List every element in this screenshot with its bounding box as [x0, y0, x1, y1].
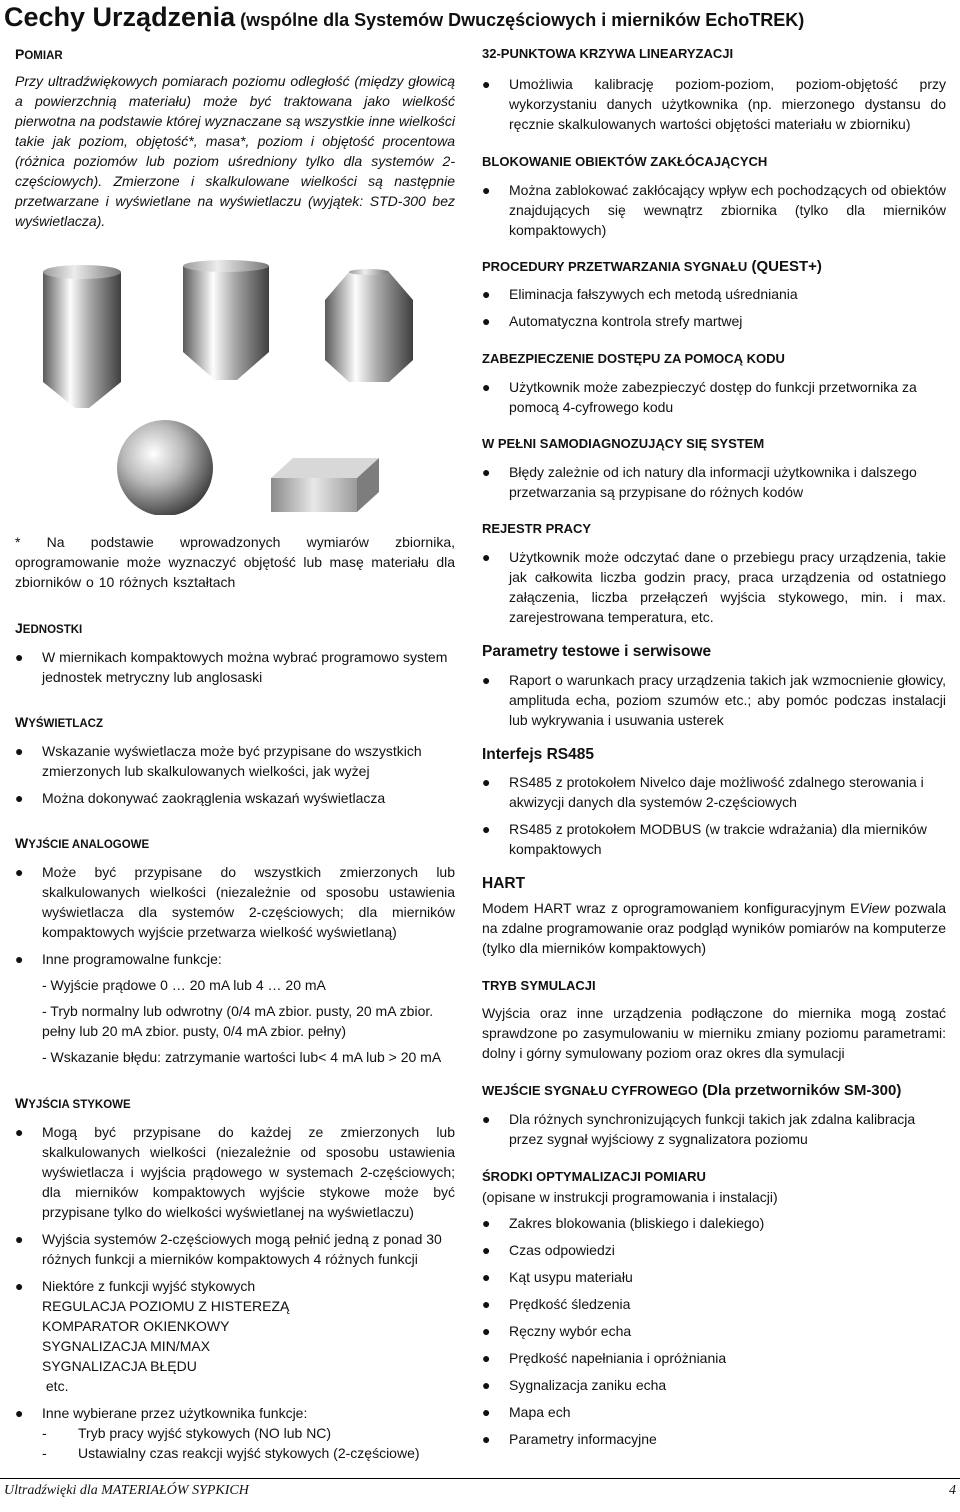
box-tank-shape	[271, 458, 379, 512]
srodki-subtitle: (opisane w instrukcji programowania i instalacji)	[482, 1189, 778, 1205]
footnote-text: * Na podstawie wprowadzonych wymiarów zbiornika, oprogramowanie może wyznaczyć objętość lub masę materiału dla zbiorników o 10 różnych kształtach	[15, 534, 455, 590]
list-wyjscia-stykowe	[15, 1122, 455, 1463]
list-item: ● Zakres blokowania (bliskiego i dalekiego)	[482, 1215, 765, 1231]
list-item: ● Sygnalizacja zaniku echa	[482, 1377, 667, 1393]
list-item: ● Wskazanie wyświetlacza może być przypisane do wszystkich zmierzonych lub skalkulowanych wielkości, jak wyżej	[15, 743, 422, 779]
list-item: ● Eliminacja fałszywych ech metodą uśredniania	[482, 286, 798, 302]
heading-samodiagnoza: W PEŁNI SAMODIAGNOZUJĄCY SIĘ SYSTEM	[482, 436, 765, 451]
heading-blokowanie: BLOKOWANIE OBIEKTÓW ZAKŁÓCAJĄCYCH	[482, 154, 768, 169]
list-item: ● Kąt usypu materiału	[482, 1269, 633, 1285]
list-item: ● Można dokonywać zaokrąglenia wskazań wyświetlacza	[15, 790, 386, 806]
list-krzywa	[482, 74, 946, 134]
list-item: ● Wyjścia systemów 2-częściowych mogą pełnić jedną z ponad 30 różnych funkcji a mierników kompaktowych 4 różnych funkcji	[15, 1231, 442, 1267]
list-item: ● Niektóre z funkcji wyjść stykowych REGULACJA POZIOMU Z HISTEREZĄ KOMPARATOR OKIENKOWY SYGNALIZACJA MIN/MAX SYGNALIZACJA BŁĘDU etc.	[15, 1276, 455, 1396]
list-wyswietlacz	[15, 741, 455, 808]
rounded-tank-shape	[325, 269, 413, 382]
list-blokowanie	[482, 180, 946, 240]
list-item: ● Czas odpowiedzi	[482, 1242, 615, 1258]
list-rejestr	[482, 547, 946, 627]
cone-bottom-tank-shape-2	[183, 260, 269, 380]
heading-pomiar: POMIAR	[15, 46, 63, 62]
list-item: ● Użytkownik może zabezpieczyć dostęp do funkcji przetwornika za pomocą 4-cyfrowego kodu	[482, 379, 917, 415]
list-item: ● Umożliwia kalibrację poziom-poziom, poziom-objętość przy wykorzystaniu danych użytkownika (np. mierzonego dystansu do ręcznie skalkulowanych wartości objętości materiału w zbiorniku)	[482, 76, 946, 132]
list-item: ● Automatyczna kontrola strefy martwej	[482, 313, 743, 329]
pomiar-text: Przy ultradźwiękowych pomiarach poziomu odległość (między głowicą a powierzchnią materiału) może być traktowana jako wielkość pierwotna na podstawie której wyznaczane są wszystkie inne wielkości takie jak poziom, objętość*, masa*, poziom i objętość procentowa (różnica poziomów lub poziom uśredniony tylko dla systemów 2-częściowych). Zmierzone i skalkulowane wielkości są następnie przetwarzane i wyświetlane na wyświetlaczu (wyjątek: STD-300 bez wyświetlacza).	[15, 73, 455, 229]
list-wyjscie-analogowe	[15, 862, 455, 969]
cone-bottom-tank-shape	[43, 265, 121, 408]
heading-rejestr: REJESTR PRACY	[482, 521, 592, 536]
section-pomiar	[15, 44, 455, 231]
list-item: ● Błędy zależnie od ich natury dla informacji użytkownika i dalszego przetwarzania są przypisane do różnych kodów	[482, 464, 917, 500]
heading-wyjscia-stykowe: WYJŚCIA STYKOWE	[15, 1095, 131, 1111]
list-item: ● Ręczny wybór echa	[482, 1323, 632, 1339]
list-item: ● Można zablokować zakłócający wpływ ech pochodzących od obiektów znajdujących się wewnątrz zbiornika (tylko dla mierników kompaktowych)	[482, 182, 946, 238]
list-item: ● Mogą być przypisane do każdej ze zmierzonych lub skalkulowanych wielkości (niezależnie od sposobu ustawienia wyświetlacza i wyjścia prądowego w systemach 2-częściowych; dla mierników kompaktowych wyjście stykowe może być przypisane tylko do wielkości wyświetlanej na wyświetlaczu)	[15, 1124, 455, 1220]
list-item: ● Mapa ech	[482, 1404, 571, 1420]
tryb-text: Wyjścia oraz inne urządzenia podłączone do miernika mogą zostać sprawdzone po zasymulowaniu w mierniku zmiany poziomu parametrami: dolny i górny symulowany poziom oraz okres dla symulacji	[482, 1005, 946, 1061]
list-srodki	[482, 1213, 946, 1449]
dash-item: - Ustawialny czas reakcji wyjść stykowych (2-częściowe)	[42, 1445, 420, 1461]
sphere-tank-shape	[117, 420, 213, 515]
list-item: ● RS485 z protokołem Nivelco daje możliwość zdalnego sterowania i akwizycji danych dla systemów 2-częściowych	[482, 774, 924, 810]
list-rs485	[482, 772, 946, 859]
page-number: 4	[949, 1483, 956, 1498]
list-item: ● Dla różnych synchronizujących funkcji takich jak zdalna kalibracja przez sygnał wyjściowy z sygnalizatora poziomu	[482, 1111, 916, 1147]
relay-function: KOMPARATOR OKIENKOWY	[42, 1318, 230, 1334]
heading-wyjscie-analogowe: WYJŚCIE ANALOGOWE	[15, 835, 150, 851]
list-item: ● RS485 z protokołem MODBUS (w trakcie wdrażania) dla mierników kompaktowych	[482, 821, 927, 857]
tank-shapes-illustration	[15, 260, 455, 515]
list-item: ● Użytkownik może odczytać dane o przebiegu pracy urządzenia, takie jak całkowita liczba godzin pracy, praca urządzenia od ostatniego załączenia, liczba przełączeń wyjścia stykowego, min. i max. zarejestrowana temperatura, etc.	[482, 549, 946, 625]
relay-function: SYGNALIZACJA MIN/MAX	[42, 1338, 211, 1354]
list-item: ● W miernikach kompaktowych można wybrać programowo system jednostek metryczny lub anglosaski	[15, 649, 448, 685]
analog-sub-2: - Tryb normalny lub odwrotny (0/4 mA zbior. pusty, 20 mA zbior. pełny lub 20 mA zbior. pusty, 0/4 mA zbior. pełny)	[42, 1003, 434, 1039]
page-footer	[0, 1478, 960, 1498]
list-parametry	[482, 670, 946, 730]
heading-jednostki: JEDNOSTKI	[15, 620, 83, 636]
heading-wyswietlacz: WYŚWIETLACZ	[15, 714, 103, 730]
title-subtitle: (wspólne dla Systemów Dwuczęściowych i mierników EchoTREK)	[235, 10, 805, 30]
relay-function: REGULACJA POZIOMU Z HISTEREZĄ	[42, 1298, 290, 1314]
page-title	[4, 2, 804, 33]
list-jednostki	[15, 647, 455, 687]
list-wejscie	[482, 1109, 946, 1149]
heading-parametry: Parametry testowe i serwisowe	[482, 643, 712, 660]
list-item: ● Prędkość śledzenia	[482, 1296, 631, 1312]
heading-rs485: Interfejs RS485	[482, 746, 594, 763]
list-item: ● Może być przypisane do wszystkich zmierzonych lub skalkulowanych wielkości (niezależnie od sposobu ustawienia wyświetlacza dla systemów 2-częściowych; dla mierników kompaktowych wyjście przetwarza wielkość wyświetlaną)	[15, 864, 455, 940]
heading-wejscie: WEJŚCIE SYGNAŁU CYFROWEGO (Dla przetworników SM-300)	[482, 1082, 902, 1099]
list-item: ● Parametry informacyjne	[482, 1431, 657, 1447]
analog-sub-3: - Wskazanie błędu: zatrzymanie wartości lub< 4 mA lub > 20 mA	[42, 1049, 442, 1065]
list-samodiagnoza	[482, 462, 946, 502]
analog-sub-1: - Wyjście prądowe 0 … 20 mA lub 4 … 20 mA	[42, 977, 326, 993]
heading-tryb-symulacji: TRYB SYMULACJI	[482, 978, 596, 993]
heading-zabezpieczenie: ZABEZPIECZENIE DOSTĘPU ZA POMOCĄ KODU	[482, 351, 785, 366]
title-main: Cechy Urządzenia	[4, 2, 236, 32]
heading-krzywa: 32-PUNKTOWA KRZYWA LINEARYZACJI	[482, 46, 734, 61]
list-zabezpieczenie	[482, 377, 946, 417]
heading-srodki: ŚRODKI OPTYMALIZACJI POMIARU	[482, 1169, 706, 1184]
list-item: ● Inne wybierane przez użytkownika funkcje: - Tryb pracy wyjść stykowych (NO lub NC) - Ustawialny czas reakcji wyjść stykowych (2-częściowe)	[15, 1403, 455, 1463]
list-item: ● Inne programowalne funkcje:	[15, 951, 222, 967]
relay-function: SYGNALIZACJA BŁĘDU	[42, 1358, 197, 1374]
list-procedury	[482, 284, 946, 331]
right-column	[482, 44, 946, 1449]
relay-function: etc.	[42, 1378, 69, 1394]
list-item: ● Prędkość napełniania i opróżniania	[482, 1350, 727, 1366]
heading-hart: HART	[482, 875, 526, 892]
heading-procedury: PROCEDURY PRZETWARZANIA SYGNAŁU (QUEST+)	[482, 258, 822, 275]
hart-text: Modem HART wraz z oprogramowaniem konfiguracyjnym EView pozwala na zdalne programowanie oraz podgląd wyników pomiarów na komputerze (tylko dla mierników kompaktowych)	[482, 900, 946, 956]
dash-item: - Tryb pracy wyjść stykowych (NO lub NC)	[42, 1425, 332, 1441]
left-column-lower	[15, 532, 455, 1463]
list-item: ● Raport o warunkach pracy urządzenia takich jak wzmocnienie głowicy, amplituda echa, poziom szumów etc.; aby pomóc podczas instalacji lub wykrywania i usuwania usterek	[482, 672, 946, 728]
footer-text: Ultradźwięki dla MATERIAŁÓW SYPKICH	[4, 1483, 249, 1498]
